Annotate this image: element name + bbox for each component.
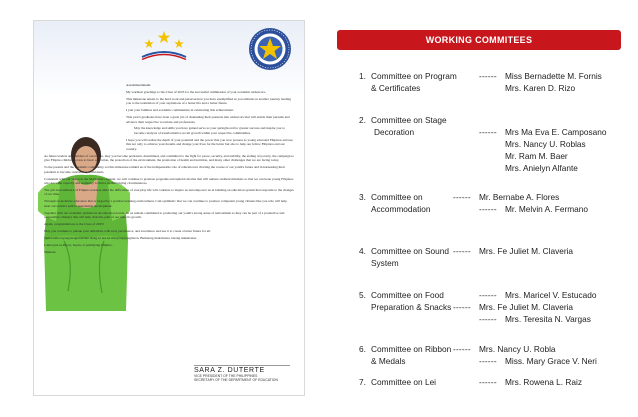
committee-name: Preparation & Snacks (371, 302, 452, 312)
committee-member: Mrs. Nancy U. Robla (479, 344, 556, 354)
committee-name: & Medals (371, 356, 406, 366)
letter-paragraph: This year's graduates have done a great job of channeling their passions into endeavors that will enrich their pursuits and advance their respective vocations and professions. (126, 115, 290, 124)
letter-paragraph: Consistent with our vision in the MATATAG agenda, we will continue to promote programs and uphold reforms that will nurture resilient mindsets so that we can hone young Filipinos who have the capacity and resiliency to thrive in challenging circumstances. (44, 176, 294, 186)
letter-paragraph: Sama-sama tayong magtatrabaho alang sa usa ka maayong kaugmaon. Bumuong makabansa, batang makabansa. (44, 235, 198, 240)
committee-member: Mrs. Anielyn Alfante (505, 163, 578, 173)
separator-dash: ------ (479, 290, 497, 300)
committee-member: Miss. Mary Grace V. Neri (505, 356, 597, 366)
message-body (34, 83, 304, 257)
separator-dash: ------ (479, 204, 497, 214)
committee-name: & Certificates (371, 83, 421, 93)
signatory-name: SARA Z. DUTERTE (194, 367, 265, 374)
committee-name: Committee on (371, 192, 423, 202)
signature-block (194, 359, 304, 382)
committees-title: WORKING COMMITEES (425, 35, 533, 45)
signatory-title: VICE PRESIDENT OF THE PHILIPPINES (194, 374, 258, 378)
signatory-title: SECRETARY OF THE DEPARTMENT OF EDUCATION (194, 378, 278, 383)
committees-page (319, 0, 638, 417)
committee-member: Mrs. Rowena L. Raiz (505, 377, 583, 387)
letter-paragraph: This milestone attests to the hard work and perseverance you have exemplified as you embark on another journey leading you to the realization of your aspirations of a better life and a better future. (126, 96, 291, 106)
signature-line (194, 359, 290, 366)
message-sheet (33, 20, 305, 396)
committee-name: Committee on Program (371, 71, 457, 81)
committee-name: Committee on Stage (371, 115, 447, 125)
committee-name: Decoration (374, 127, 415, 137)
committee-member: Mr. Bernabe A. Flores (479, 192, 560, 202)
committee-member: Mr. Ram M. Baer (505, 151, 568, 161)
letter-paragraph: My warmest greetings to the Class of 2025 for the successful culmination of your academic endeavors. (126, 89, 266, 94)
committee-name: Committee on Food (371, 290, 444, 300)
committee-member: Mrs. Fe Juliet M. Claveria (479, 302, 574, 312)
letter-paragraph: To the parents and the academic community, let this milestone remind us of the indispensable role of education in charting the course of our youth's future and in harnessing their potential to become outstanding individuals. (44, 165, 285, 174)
committee-name: Accommodation (371, 204, 431, 214)
letter-salutation: Assalamualaikum. (126, 83, 152, 87)
committee-member: Mrs. Teresita N. Vargas (505, 314, 591, 324)
committee-member: Mr. Melvin A. Fermano (505, 204, 588, 214)
committee-number: 1. (359, 71, 366, 81)
separator-dash: ------ (479, 71, 497, 81)
committee-member: Miss Bernadette M. Fornis (505, 71, 602, 81)
letter-paragraph: Together with our academic partners in all education levels, let us remain committed to promoting our youth's strong sense of nationalism so they can be part of a productive and responsible citizenry that will help chart the path of our nation's growth. (44, 210, 285, 220)
committee-number: 2. (359, 115, 366, 125)
committee-name: System (371, 258, 399, 268)
letter-paragraph: Through an inclusive education that is forged by a positive learning environment, I am optimistic that we can continue to produce competent young citizens like you who will help steer our nation's path to sustainable development. (44, 199, 287, 208)
committee-member: Mrs. Karen D. Rizo (505, 83, 576, 93)
separator-dash: ------ (453, 246, 471, 256)
letter-paragraph: Again, congratulations to the Class of 2025! (44, 222, 104, 227)
separator-dash: ------ (479, 377, 497, 387)
sun-stars-icon (140, 27, 188, 61)
separator-dash: ------ (479, 127, 497, 137)
committee-number: 4. (359, 246, 366, 256)
committee-number: 3. (359, 192, 366, 202)
deped-seal-icon (248, 27, 292, 71)
committee-name: Committee on Sound (371, 246, 449, 256)
committee-name: Committee on Lei (371, 377, 437, 387)
committee-member: Mrs. Maricel V. Estucado (505, 290, 597, 300)
letter-paragraph: I hope you will realize the depth of your potential and the power that you now possess as young educated Filipinos and use this not only to achieve your dreams and change your lives for the better but also to help our fellow Filipinos and our country. (126, 137, 293, 151)
letter-paragraph: May you continue to pursue your ambitions with zeal, persistence, and excellence and use it to create a better future for all. (44, 228, 212, 233)
committee-member: Mrs Ma Eva E. Camposano (505, 127, 607, 137)
committee-member: Mrs. Fe Juliet M. Claveria (479, 246, 574, 256)
letter-paragraph: Lahat para sa Diyos, bayan, at pamilyang Pilipino. (44, 242, 113, 247)
letter-paragraph: As future leaders and builders of our nation, may you become persistent, determined, and committed to the fight for peace, security, and stability, the ending of poverty, the campaign to give Filipino children access to basic education, the protection of the environment, the promotion of health and nutrition, and many other challenges that we are facing today. (44, 153, 294, 163)
separator-dash: ------ (479, 356, 497, 366)
separator-dash: ------ (453, 344, 471, 354)
committee-number: 7. (359, 377, 366, 387)
committee-member: Mrs. Nancy U. Roblas (505, 139, 586, 149)
committee-number: 5. (359, 290, 366, 300)
letter-paragraph: Shukran. (44, 249, 57, 254)
separator-dash: ------ (453, 302, 471, 312)
committee-number: 6. (359, 344, 366, 354)
separator-dash: ------ (479, 314, 497, 324)
letter-paragraph: May the knowledge and skills you have gained serve as your springboard for greater success and inspire you to become catalysts of transformative social growth within your respective communities. (134, 126, 285, 135)
letter-paragraph: The grit and resilience of Filipino learners amid the difficulties of everyday life will continue to inspire us and empower us in building an education system that responds to the changes of our time. (44, 187, 294, 197)
committee-name: Committee on Ribbon (371, 344, 452, 354)
letter-paragraph: I join your families and academic communities in celebrating this achievement. (126, 108, 234, 113)
separator-dash: ------ (453, 192, 471, 202)
committees-header (337, 30, 621, 50)
